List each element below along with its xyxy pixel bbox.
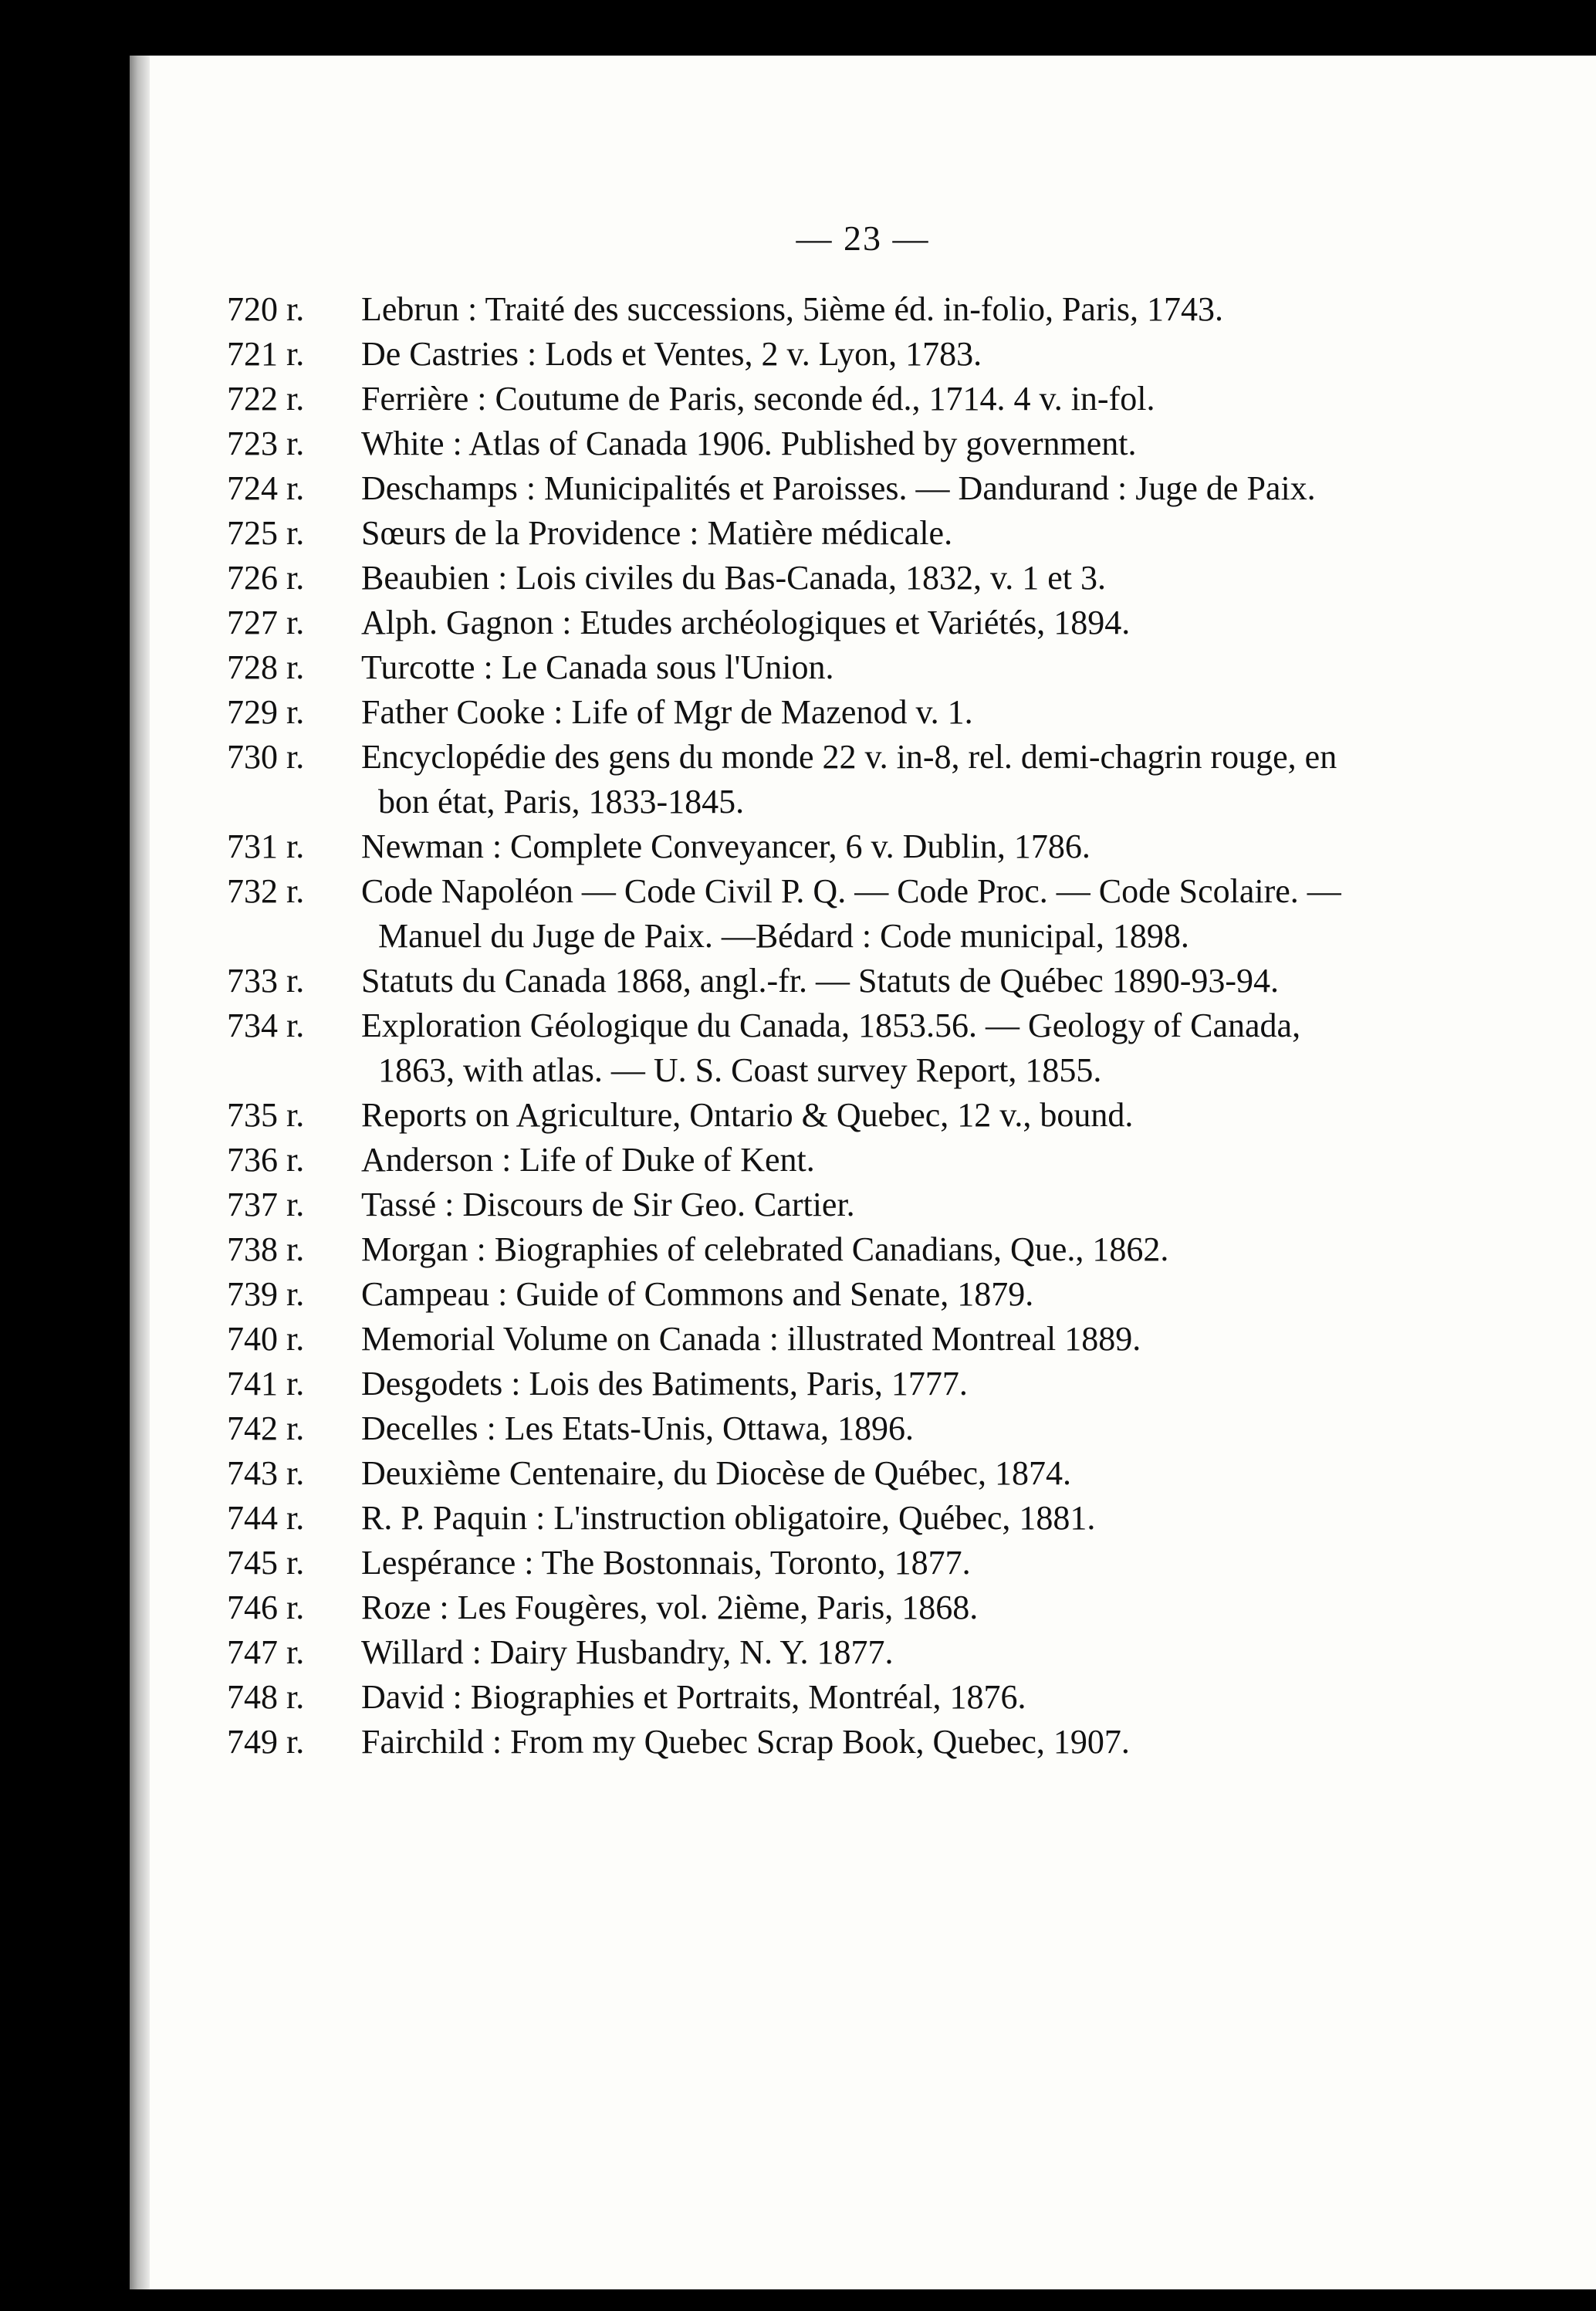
entry-number: 747 r. [227, 1633, 305, 1671]
entry-number: 730 r. [227, 738, 305, 776]
catalogue-entry [130, 1406, 1596, 1451]
entry-text: Anderson : Life of Duke of Kent. [361, 1141, 815, 1179]
catalogue-entry [130, 735, 1596, 824]
entry-text: Encyclopédie des gens du monde 22 v. in-8, rel. demi-chagrin rouge, en bon état, Paris, 1833-1845. [361, 738, 1337, 821]
entry-text: Alph. Gagnon : Etudes archéologiques et Variétés, 1894. [361, 604, 1131, 641]
entry-number: 731 r. [227, 827, 305, 865]
entry-text: Willard : Dairy Husbandry, N. Y. 1877. [361, 1633, 894, 1671]
catalogue-entry [130, 1585, 1596, 1630]
entry-number: 743 r. [227, 1454, 305, 1492]
entry-number: 732 r. [227, 872, 305, 910]
entry-text: Deuxième Centenaire, du Diocèse de Québec, 1874. [361, 1454, 1071, 1492]
catalogue-entry [130, 1093, 1596, 1138]
catalogue-entry [130, 601, 1596, 645]
entry-number: 722 r. [227, 380, 305, 418]
catalogue-entry [130, 1183, 1596, 1227]
entry-text: Desgodets : Lois des Batiments, Paris, 1777. [361, 1365, 968, 1403]
entry-text: Code Napoléon — Code Civil P. Q. — Code Proc. — Code Scolaire. — Manuel du Juge de Paix. —Bédard : Code municipal, 1898. [361, 872, 1341, 955]
entry-number: 733 r. [227, 962, 305, 1000]
entry-number: 749 r. [227, 1723, 305, 1761]
catalogue-entry [130, 1227, 1596, 1272]
entry-text: Campeau : Guide of Commons and Senate, 1879. [361, 1275, 1034, 1313]
entry-text: Tassé : Discours de Sir Geo. Cartier. [361, 1186, 855, 1223]
entry-text: Turcotte : Le Canada sous l'Union. [361, 648, 834, 686]
entry-number: 726 r. [227, 559, 305, 597]
entry-number: 723 r. [227, 425, 305, 462]
entry-text: White : Atlas of Canada 1906. Published by government. [361, 425, 1137, 462]
catalogue-entry [130, 645, 1596, 690]
catalogue-entry [130, 1630, 1596, 1675]
entry-text: R. P. Paquin : L'instruction obligatoire, Québec, 1881. [361, 1499, 1096, 1537]
entry-text: Deschamps : Municipalités et Paroisses. — Dandurand : Juge de Paix. [361, 469, 1316, 507]
catalogue-entry [130, 824, 1596, 869]
entry-text: Roze : Les Fougères, vol. 2ième, Paris, 1868. [361, 1589, 979, 1626]
entry-text: Beaubien : Lois civiles du Bas-Canada, 1832, v. 1 et 3. [361, 559, 1106, 597]
entry-number: 744 r. [227, 1499, 305, 1537]
entry-number: 739 r. [227, 1275, 305, 1313]
entry-text: Sœurs de la Providence : Matière médicale. [361, 514, 953, 552]
catalogue-entry [130, 1272, 1596, 1317]
catalogue-entry [130, 1541, 1596, 1585]
entry-number: 742 r. [227, 1409, 305, 1447]
entry-text: Statuts du Canada 1868, angl.-fr. — Statuts de Québec 1890-93-94. [361, 962, 1280, 1000]
entry-text: Ferrière : Coutume de Paris, seconde éd., 1714. 4 v. in-fol. [361, 380, 1155, 418]
entry-number: 728 r. [227, 648, 305, 686]
catalogue-entry [130, 1675, 1596, 1720]
catalogue-entry [130, 1496, 1596, 1541]
entry-number: 735 r. [227, 1096, 305, 1134]
entry-number: 746 r. [227, 1589, 305, 1626]
entry-text: Decelles : Les Etats-Unis, Ottawa, 1896. [361, 1409, 915, 1447]
page-number: — 23 — [796, 218, 930, 258]
entry-number: 740 r. [227, 1320, 305, 1358]
entry-number: 741 r. [227, 1365, 305, 1403]
catalogue-entry [130, 959, 1596, 1003]
entry-number: 738 r. [227, 1230, 305, 1268]
catalogue-entry [130, 421, 1596, 466]
catalogue-entry [130, 1362, 1596, 1406]
catalogue-entry [130, 1317, 1596, 1362]
entry-number: 721 r. [227, 335, 305, 373]
entry-text: Exploration Géologique du Canada, 1853.56. — Geology of Canada, 1863, with atlas. — U. S. Coast survey Report, 1855. [361, 1007, 1301, 1089]
entry-number: 729 r. [227, 693, 305, 731]
entry-text: Memorial Volume on Canada : illustrated Montreal 1889. [361, 1320, 1141, 1358]
catalogue-entry [130, 1138, 1596, 1183]
entry-text: Father Cooke : Life of Mgr de Mazenod v. 1. [361, 693, 973, 731]
entry-text: Morgan : Biographies of celebrated Canadians, Que., 1862. [361, 1230, 1169, 1268]
catalogue-entry [130, 377, 1596, 421]
entry-text: Reports on Agriculture, Ontario & Quebec, 12 v., bound. [361, 1096, 1134, 1134]
entry-text: De Castries : Lods et Ventes, 2 v. Lyon, 1783. [361, 335, 982, 373]
book-page [130, 56, 1596, 2289]
catalogue-entry [130, 511, 1596, 556]
entry-text: Newman : Complete Conveyancer, 6 v. Dublin, 1786. [361, 827, 1090, 865]
catalogue-entry [130, 287, 1596, 332]
entry-number: 720 r. [227, 290, 305, 328]
entry-number: 748 r. [227, 1678, 305, 1716]
catalogue-entry [130, 1720, 1596, 1765]
entry-number: 737 r. [227, 1186, 305, 1223]
entry-text: Lebrun : Traité des successions, 5ième éd. in-folio, Paris, 1743. [361, 290, 1223, 328]
entry-number: 745 r. [227, 1544, 305, 1582]
entry-text: David : Biographies et Portraits, Montréal, 1876. [361, 1678, 1026, 1716]
catalogue-entry [130, 332, 1596, 377]
catalogue-entry [130, 556, 1596, 601]
catalogue-entry [130, 466, 1596, 511]
catalogue-entry [130, 869, 1596, 959]
entry-text: Fairchild : From my Quebec Scrap Book, Quebec, 1907. [361, 1723, 1130, 1761]
catalogue-entry [130, 1451, 1596, 1496]
catalogue-list [130, 287, 1596, 1765]
entry-number: 736 r. [227, 1141, 305, 1179]
catalogue-entry [130, 1003, 1596, 1093]
catalogue-entry [130, 690, 1596, 735]
entry-number: 724 r. [227, 469, 305, 507]
entry-number: 727 r. [227, 604, 305, 641]
entry-text: Lespérance : The Bostonnais, Toronto, 1877. [361, 1544, 971, 1582]
entry-number: 725 r. [227, 514, 305, 552]
entry-number: 734 r. [227, 1007, 305, 1044]
